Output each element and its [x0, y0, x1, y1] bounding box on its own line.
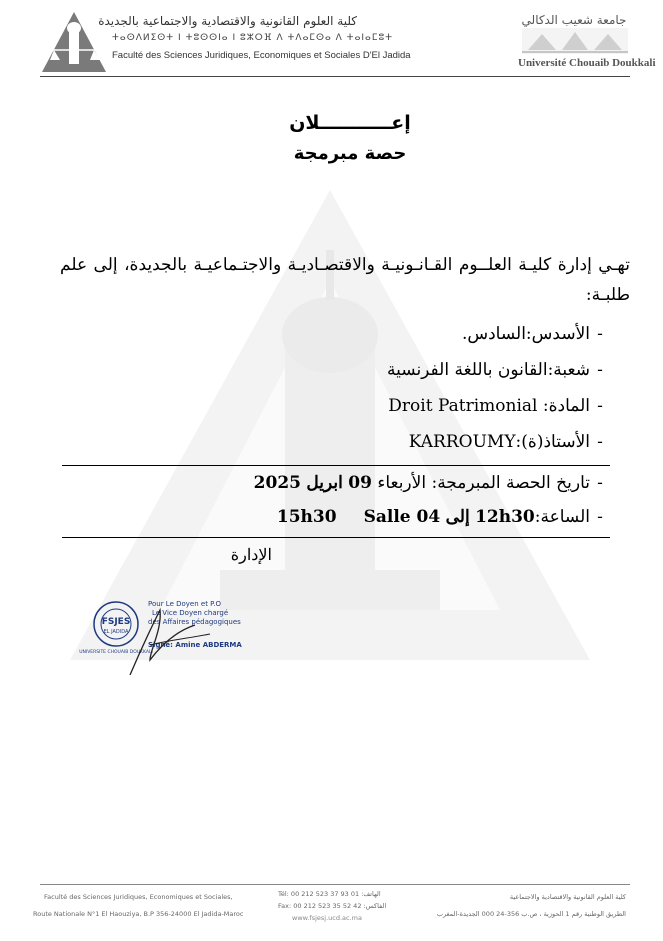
item-value: Droit Patrimonial: [388, 396, 538, 416]
date-day: 09: [348, 473, 372, 493]
stamp-city: EL JADIDA: [103, 629, 129, 635]
faculty-name-french: Faculté des Sciences Juridiques, Economiques et Sociales D'El Jadida: [112, 50, 411, 61]
time-connector: إلى: [445, 507, 470, 527]
signer-name: Signé: Amine ABDERMA: [148, 641, 242, 649]
item-label: المادة:: [542, 396, 590, 416]
list-item: -الأسدس:السادس.: [461, 324, 603, 344]
list-item: -الأستاذ(ة):KARROUMY: [408, 432, 603, 452]
university-name-french: Université Chouaib Doukkali: [518, 57, 656, 69]
footer-fax: Fax: 00 212 523 35 52 42 :الفاكس: [278, 902, 387, 910]
table-bottom-rule: [62, 537, 610, 538]
handwritten-signature-icon: [120, 600, 240, 680]
footer-divider: [40, 884, 630, 885]
sig-line: Le Vice Doyen chargé: [152, 609, 229, 617]
item-label: الأسدس:: [525, 324, 590, 344]
item-value: KARROUMY: [408, 432, 516, 452]
date-year: 2025: [253, 473, 301, 493]
announcement-title: إعـــــــــــلان: [289, 112, 411, 134]
item-label: الأستاذ(ة):: [515, 432, 590, 452]
footer-address-fr-1: Faculté des Sciences Juridiques, Economiques et Sociales,: [44, 893, 233, 901]
footer-address-fr-2: Route Nationale N°1 El Haouziya, B.P 356-24000 El Jadida-Maroc: [33, 910, 244, 918]
footer-tel: Tél: 00 212 523 37 93 01 :الهاتف: [278, 890, 381, 898]
university-emblem-icon: [522, 28, 628, 54]
date-label: تاريخ الحصة المبرمجة: الأربعاء: [377, 473, 590, 493]
room: Salle 04: [363, 507, 441, 527]
list-item: -المادة: Droit Patrimonial: [388, 396, 603, 416]
item-value: السادس.: [461, 324, 526, 344]
signoff: الإدارة: [230, 545, 272, 564]
item-value: القانون باللغة الفرنسية: [387, 360, 548, 380]
sig-line: Pour Le Doyen et P.O: [148, 600, 222, 608]
stamp-ring-text: UNIVERSITE CHOUAIB DOUKKALI: [79, 650, 153, 655]
stamp-org: FSJES: [101, 617, 131, 627]
faculty-name-arabic: كلية العلوم القانونية والاقتصادية والاجتماعية بالجديدة: [98, 14, 357, 28]
time-label: الساعة:: [534, 507, 590, 527]
sig-line: des Affaires pédagogiques: [148, 618, 241, 626]
time-from: 12h30: [475, 507, 535, 527]
footer-address-ar-2: الطريق الوطنية رقم 1 الحوزية ، ص.ب 356-24 000 الجديدة-المغرب: [436, 910, 626, 918]
faculty-name-tifinagh: ⵜⴰⵙⴷⵍⵉⵙⵜ ⵏ ⵜⵓⵙⵙⵏⴰ ⵏ ⵓⵣⵔⴼ ⴷ ⵜⴷⴰⵎⵙⴰ ⴷ ⵜⴰⵏⴰⵎⵓⵜ: [112, 33, 394, 43]
footer-website: www.fsjesj.ucd.ac.ma: [292, 914, 362, 922]
details-list: [60, 316, 610, 460]
time-to: 15h30: [276, 507, 337, 527]
university-name-arabic: جامعة شعيب الدكالي: [521, 13, 627, 27]
session-time: -الساعة:12h30 إلى 15h30 Salle 04: [276, 507, 603, 527]
header-divider: [40, 76, 630, 77]
date-month: ابريل: [306, 473, 343, 493]
list-item: -شعبة:القانون باللغة الفرنسية: [387, 360, 603, 380]
announcement-subtitle: حصة مبرمجة: [293, 143, 407, 164]
session-date: -تاريخ الحصة المبرمجة: الأربعاء 09 ابريل 2025: [253, 473, 603, 493]
announcement-intro: تهـي إدارة كليـة العلــوم القـانـونيـة والاقتصـاديـة والاجتـماعيـة بالجديدة، إلى علم طلبـة:: [60, 255, 630, 305]
footer-address-ar-1: كلية العلوم القانونية والاقتصادية والاجتماعية: [509, 893, 626, 901]
item-label: شعبة:: [547, 360, 590, 380]
